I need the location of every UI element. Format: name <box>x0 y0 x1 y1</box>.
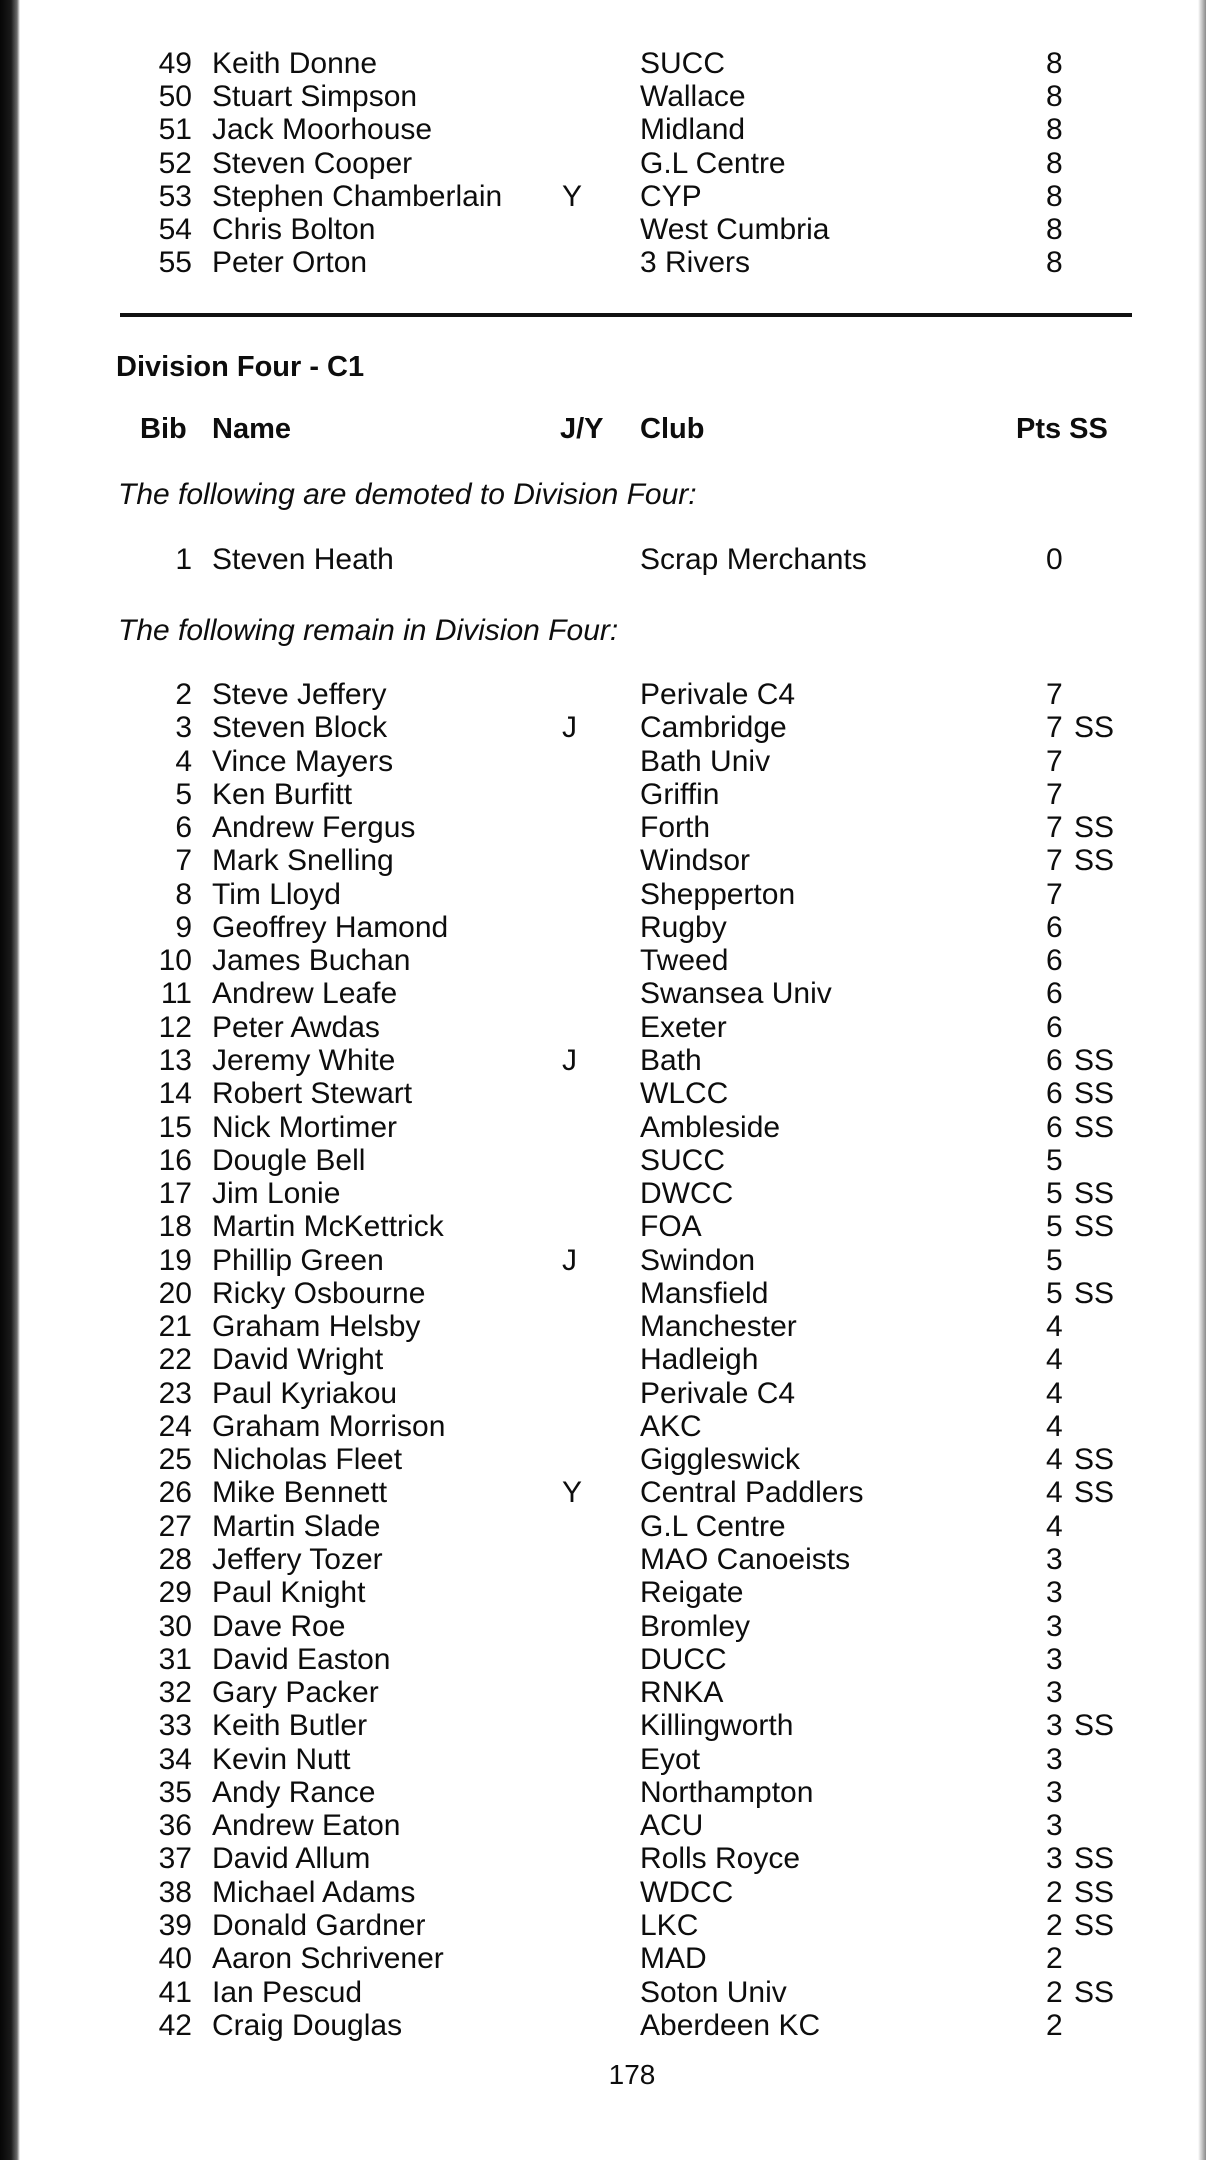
bib-cell: 28 <box>158 1543 192 1577</box>
name-cell: Peter Awdas <box>212 1010 380 1044</box>
bib-cell: 41 <box>158 1975 192 2009</box>
club-cell: DWCC <box>640 1177 734 1211</box>
result-row <box>0 47 1206 81</box>
result-row <box>0 1743 1206 1777</box>
club-cell: WDCC <box>640 1875 734 1909</box>
bib-cell: 31 <box>158 1642 192 1676</box>
club-cell: Windsor <box>640 844 751 878</box>
points-cell: 5 <box>1046 1177 1063 1211</box>
club-cell: Hadleigh <box>640 1343 759 1377</box>
name-cell: Dougle Bell <box>212 1143 366 1177</box>
bib-cell: 11 <box>160 977 192 1011</box>
division-title: Division Four - C1 <box>116 351 365 383</box>
bib-cell: 25 <box>158 1443 192 1477</box>
junior-youth-cell: J <box>562 1243 577 1277</box>
name-cell: Steven Heath <box>212 543 394 576</box>
result-row <box>0 1976 1206 2010</box>
demoted-note: The following are demoted to Division Four: <box>118 478 697 511</box>
ss-cell: SS <box>1074 711 1115 745</box>
name-cell: Jack Moorhouse <box>212 113 433 147</box>
bib-cell: 49 <box>158 47 192 80</box>
result-row <box>0 1776 1206 1810</box>
name-cell: Jim Lonie <box>212 1177 341 1211</box>
result-row <box>0 147 1206 181</box>
name-cell: Nicholas Fleet <box>212 1443 403 1477</box>
points-cell: 8 <box>1046 47 1063 80</box>
result-row <box>0 1310 1206 1344</box>
points-cell: 5 <box>1046 1210 1063 1244</box>
club-cell: Forth <box>640 811 711 845</box>
points-cell: 6 <box>1046 1010 1063 1044</box>
result-row <box>0 1876 1206 1910</box>
result-row <box>0 844 1206 878</box>
points-cell: 8 <box>1046 113 1063 147</box>
header-club: Club <box>640 413 705 445</box>
result-row <box>0 1044 1206 1078</box>
club-cell: Giggleswick <box>640 1443 801 1477</box>
points-cell: 3 <box>1046 1676 1063 1710</box>
points-cell: 4 <box>1046 1443 1063 1477</box>
points-cell: 3 <box>1046 1609 1063 1643</box>
club-cell: MAO Canoeists <box>640 1543 851 1577</box>
name-cell: Ian Pescud <box>212 1975 363 2009</box>
bib-cell: 15 <box>158 1110 192 1144</box>
name-cell: Nick Mortimer <box>212 1110 397 1144</box>
name-cell: Aaron Schrivener <box>212 1942 444 1976</box>
club-cell: Perivale C4 <box>640 1376 796 1410</box>
junior-youth-cell: Y <box>562 179 583 213</box>
bib-cell: 17 <box>158 1177 192 1211</box>
club-cell: Shepperton <box>640 877 796 911</box>
club-cell: FOA <box>640 1210 702 1244</box>
result-row <box>0 1942 1206 1976</box>
result-row <box>0 1011 1206 1045</box>
club-cell: RNKA <box>640 1676 724 1710</box>
page-number: 178 <box>608 2059 656 2090</box>
points-cell: 2 <box>1046 1942 1063 1976</box>
ss-cell: SS <box>1074 1875 1115 1909</box>
bib-cell: 22 <box>158 1343 192 1377</box>
header-name: Name <box>212 413 291 445</box>
bib-cell: 23 <box>158 1376 192 1410</box>
club-cell: Rolls Royce <box>640 1842 801 1876</box>
result-row <box>0 1709 1206 1743</box>
result-row <box>0 113 1206 147</box>
result-row <box>0 944 1206 978</box>
club-cell: AKC <box>640 1409 702 1443</box>
bib-cell: 13 <box>158 1043 192 1077</box>
ss-cell: SS <box>1074 1476 1115 1510</box>
result-row <box>0 1377 1206 1411</box>
points-cell: 3 <box>1046 1842 1063 1876</box>
name-cell: Keith Butler <box>212 1709 368 1743</box>
result-row <box>0 778 1206 812</box>
points-cell: 3 <box>1046 1543 1063 1577</box>
bib-cell: 27 <box>158 1509 192 1543</box>
bib-cell: 10 <box>158 944 192 978</box>
points-cell: 2 <box>1046 1975 1063 2009</box>
result-row <box>0 1210 1206 1244</box>
bib-cell: 39 <box>158 1908 192 1942</box>
name-cell: Mark Snelling <box>212 844 394 878</box>
club-cell: Ambleside <box>640 1110 781 1144</box>
name-cell: David Allum <box>212 1842 371 1876</box>
name-cell: James Buchan <box>212 944 411 978</box>
result-row <box>0 1543 1206 1577</box>
club-cell: Scrap Merchants <box>640 543 867 576</box>
bib-cell: 12 <box>158 1010 192 1044</box>
points-cell: 7 <box>1046 678 1063 711</box>
club-cell: ACU <box>640 1809 704 1843</box>
points-cell: 4 <box>1046 1409 1063 1443</box>
name-cell: Gary Packer <box>212 1676 379 1710</box>
bib-cell: 7 <box>175 844 192 878</box>
bib-cell: 24 <box>158 1409 192 1443</box>
bib-cell: 50 <box>158 80 192 114</box>
club-cell: Reigate <box>640 1576 744 1610</box>
bib-cell: 16 <box>158 1143 192 1177</box>
ss-cell: SS <box>1074 1276 1115 1310</box>
club-cell: 3 Rivers <box>640 246 751 280</box>
club-cell: Northampton <box>640 1775 814 1809</box>
result-row <box>0 1476 1206 1510</box>
bib-cell: 40 <box>158 1942 192 1976</box>
points-cell: 6 <box>1046 1110 1063 1144</box>
points-cell: 0 <box>1046 543 1063 576</box>
bib-cell: 8 <box>175 877 192 911</box>
points-cell: 6 <box>1046 977 1063 1011</box>
bib-cell: 9 <box>175 910 192 944</box>
points-cell: 6 <box>1046 1077 1063 1111</box>
result-row <box>0 911 1206 945</box>
bib-cell: 32 <box>158 1676 192 1710</box>
name-cell: Andrew Leafe <box>212 977 398 1011</box>
result-row <box>0 213 1206 247</box>
bib-cell: 14 <box>158 1077 192 1111</box>
bib-cell: 33 <box>158 1709 192 1743</box>
points-cell: 7 <box>1046 711 1063 745</box>
result-row <box>0 1144 1206 1178</box>
bib-cell: 21 <box>158 1310 192 1344</box>
bib-cell: 38 <box>158 1875 192 1909</box>
result-row <box>0 1343 1206 1377</box>
bib-cell: 34 <box>158 1742 192 1776</box>
club-cell: Eyot <box>640 1742 701 1776</box>
bib-cell: 5 <box>175 777 192 811</box>
points-cell: 6 <box>1046 910 1063 944</box>
club-cell: MAD <box>640 1942 707 1976</box>
result-row <box>0 1244 1206 1278</box>
club-cell: Bath Univ <box>640 744 771 778</box>
club-cell: DUCC <box>640 1642 727 1676</box>
club-cell: Perivale C4 <box>640 678 796 711</box>
points-cell: 7 <box>1046 844 1063 878</box>
points-cell: 7 <box>1046 744 1063 778</box>
club-cell: Soton Univ <box>640 1975 787 2009</box>
points-cell: 2 <box>1046 1875 1063 1909</box>
points-cell: 7 <box>1046 811 1063 845</box>
name-cell: Geoffrey Hamond <box>212 910 449 944</box>
bib-cell: 29 <box>158 1576 192 1610</box>
result-row <box>0 2009 1206 2043</box>
club-cell: LKC <box>640 1908 699 1942</box>
name-cell: Graham Morrison <box>212 1409 446 1443</box>
points-cell: 3 <box>1046 1576 1063 1610</box>
ss-cell: SS <box>1074 1077 1115 1111</box>
name-cell: Martin McKettrick <box>212 1210 444 1244</box>
name-cell: Steven Block <box>212 711 388 745</box>
bib-cell: 30 <box>158 1609 192 1643</box>
name-cell: Ken Burfitt <box>212 777 353 811</box>
points-cell: 4 <box>1046 1343 1063 1377</box>
result-row <box>0 1410 1206 1444</box>
club-cell: Bath <box>640 1043 702 1077</box>
result-row <box>0 543 1206 577</box>
club-cell: Swindon <box>640 1243 756 1277</box>
bib-cell: 35 <box>158 1775 192 1809</box>
ss-cell: SS <box>1074 1177 1115 1211</box>
name-cell: Jeffery Tozer <box>212 1543 383 1577</box>
result-row <box>0 180 1206 214</box>
name-cell: Mike Bennett <box>212 1476 388 1510</box>
name-cell: Steve Jeffery <box>212 678 387 711</box>
points-cell: 6 <box>1046 944 1063 978</box>
club-cell: Tweed <box>640 944 729 978</box>
points-cell: 6 <box>1046 1043 1063 1077</box>
points-cell: 8 <box>1046 179 1063 213</box>
name-cell: Paul Knight <box>212 1576 366 1610</box>
ss-cell: SS <box>1074 1210 1115 1244</box>
name-cell: Michael Adams <box>212 1875 416 1909</box>
name-cell: Andy Rance <box>212 1775 376 1809</box>
points-cell: 8 <box>1046 213 1063 246</box>
club-cell: WLCC <box>640 1077 729 1111</box>
name-cell: Robert Stewart <box>212 1077 413 1111</box>
club-cell: Mansfield <box>640 1276 769 1310</box>
points-cell: 5 <box>1046 1243 1063 1277</box>
club-cell: SUCC <box>640 47 726 80</box>
club-cell: Wallace <box>640 80 746 114</box>
points-cell: 7 <box>1046 877 1063 911</box>
bib-cell: 36 <box>158 1809 192 1843</box>
result-row <box>0 1077 1206 1111</box>
club-cell: Rugby <box>640 910 727 944</box>
points-cell: 2 <box>1046 2008 1063 2042</box>
junior-youth-cell: J <box>562 1043 577 1077</box>
points-cell: 8 <box>1046 246 1063 280</box>
result-row <box>0 977 1206 1011</box>
ss-cell: SS <box>1074 1842 1115 1876</box>
club-cell: G.L Centre <box>640 1509 786 1543</box>
points-cell: 4 <box>1046 1310 1063 1344</box>
name-cell: Jeremy White <box>212 1043 396 1077</box>
header-pts-ss: Pts SS <box>1016 413 1108 445</box>
club-cell: G.L Centre <box>640 146 786 180</box>
points-cell: 3 <box>1046 1742 1063 1776</box>
points-cell: 4 <box>1046 1509 1063 1543</box>
junior-youth-cell: J <box>562 711 577 745</box>
club-cell: West Cumbria <box>640 213 830 246</box>
ss-cell: SS <box>1074 844 1115 878</box>
bib-cell: 6 <box>175 811 192 845</box>
ss-cell: SS <box>1074 1443 1115 1477</box>
result-row <box>0 1610 1206 1644</box>
ss-cell: SS <box>1074 1110 1115 1144</box>
club-cell: Bromley <box>640 1609 751 1643</box>
club-cell: Central Paddlers <box>640 1476 864 1510</box>
result-row <box>0 246 1206 280</box>
result-row <box>0 1111 1206 1145</box>
points-cell: 3 <box>1046 1775 1063 1809</box>
result-row <box>0 1676 1206 1710</box>
bib-cell: 51 <box>158 113 192 147</box>
name-cell: Andrew Eaton <box>212 1809 401 1843</box>
name-cell: Andrew Fergus <box>212 811 416 845</box>
club-cell: Midland <box>640 113 746 147</box>
bib-cell: 4 <box>175 744 192 778</box>
points-cell: 2 <box>1046 1908 1063 1942</box>
name-cell: Graham Helsby <box>212 1310 421 1344</box>
name-cell: Stephen Chamberlain <box>212 179 503 213</box>
remain-note: The following remain in Division Four: <box>118 614 619 647</box>
result-row <box>0 1576 1206 1610</box>
club-cell: Manchester <box>640 1310 797 1344</box>
points-cell: 7 <box>1046 777 1063 811</box>
club-cell: CYP <box>640 179 702 213</box>
bib-cell: 54 <box>158 213 192 246</box>
result-row <box>0 1809 1206 1843</box>
bib-cell: 26 <box>158 1476 192 1510</box>
name-cell: David Wright <box>212 1343 384 1377</box>
bib-cell: 52 <box>158 146 192 180</box>
name-cell: Steven Cooper <box>212 146 413 180</box>
name-cell: Keith Donne <box>212 47 378 80</box>
bib-cell: 19 <box>158 1243 192 1277</box>
name-cell: Phillip Green <box>212 1243 384 1277</box>
club-cell: SUCC <box>640 1143 726 1177</box>
result-row <box>0 1510 1206 1544</box>
name-cell: Chris Bolton <box>212 213 376 246</box>
bib-cell: 42 <box>158 2008 192 2042</box>
result-row <box>0 1643 1206 1677</box>
points-cell: 4 <box>1046 1476 1063 1510</box>
points-cell: 3 <box>1046 1809 1063 1843</box>
name-cell: David Easton <box>212 1642 391 1676</box>
name-cell: Peter Orton <box>212 246 368 280</box>
result-row <box>0 711 1206 745</box>
name-cell: Donald Gardner <box>212 1908 426 1942</box>
points-cell: 4 <box>1046 1376 1063 1410</box>
club-cell: Exeter <box>640 1010 727 1044</box>
bib-cell: 18 <box>158 1210 192 1244</box>
junior-youth-cell: Y <box>562 1476 583 1510</box>
result-row <box>0 80 1206 114</box>
header-bib: Bib <box>140 413 187 445</box>
club-cell: Cambridge <box>640 711 787 745</box>
points-cell: 3 <box>1046 1709 1063 1743</box>
club-cell: Aberdeen KC <box>640 2008 821 2042</box>
result-row <box>0 878 1206 912</box>
ss-cell: SS <box>1074 1709 1115 1743</box>
club-cell: Griffin <box>640 777 720 811</box>
ss-cell: SS <box>1074 811 1115 845</box>
club-cell: Killingworth <box>640 1709 794 1743</box>
name-cell: Stuart Simpson <box>212 80 418 114</box>
result-row <box>0 1177 1206 1211</box>
bib-cell: 2 <box>175 678 192 711</box>
bib-cell: 3 <box>175 711 192 745</box>
points-cell: 5 <box>1046 1143 1063 1177</box>
result-row <box>0 1842 1206 1876</box>
header-jy: J/Y <box>560 413 604 445</box>
name-cell: Paul Kyriakou <box>212 1376 398 1410</box>
points-cell: 8 <box>1046 146 1063 180</box>
points-cell: 5 <box>1046 1276 1063 1310</box>
result-row <box>0 1277 1206 1311</box>
result-row <box>0 1909 1206 1943</box>
name-cell: Dave Roe <box>212 1609 346 1643</box>
result-row <box>0 678 1206 712</box>
name-cell: Ricky Osbourne <box>212 1276 426 1310</box>
ss-cell: SS <box>1074 1908 1115 1942</box>
result-row <box>0 745 1206 779</box>
name-cell: Kevin Nutt <box>212 1742 351 1776</box>
ss-cell: SS <box>1074 1975 1115 2009</box>
club-cell: Swansea Univ <box>640 977 832 1011</box>
bib-cell: 55 <box>158 246 192 280</box>
points-cell: 8 <box>1046 80 1063 114</box>
bib-cell: 53 <box>158 179 192 213</box>
result-row <box>0 811 1206 845</box>
name-cell: Tim Lloyd <box>212 877 341 911</box>
bib-cell: 1 <box>175 543 192 576</box>
points-cell: 3 <box>1046 1642 1063 1676</box>
bib-cell: 37 <box>158 1842 192 1876</box>
name-cell: Craig Douglas <box>212 2008 403 2042</box>
bib-cell: 20 <box>158 1276 192 1310</box>
name-cell: Vince Mayers <box>212 744 394 778</box>
name-cell: Martin Slade <box>212 1509 381 1543</box>
section-divider <box>120 313 1132 317</box>
result-row <box>0 1443 1206 1477</box>
ss-cell: SS <box>1074 1043 1115 1077</box>
